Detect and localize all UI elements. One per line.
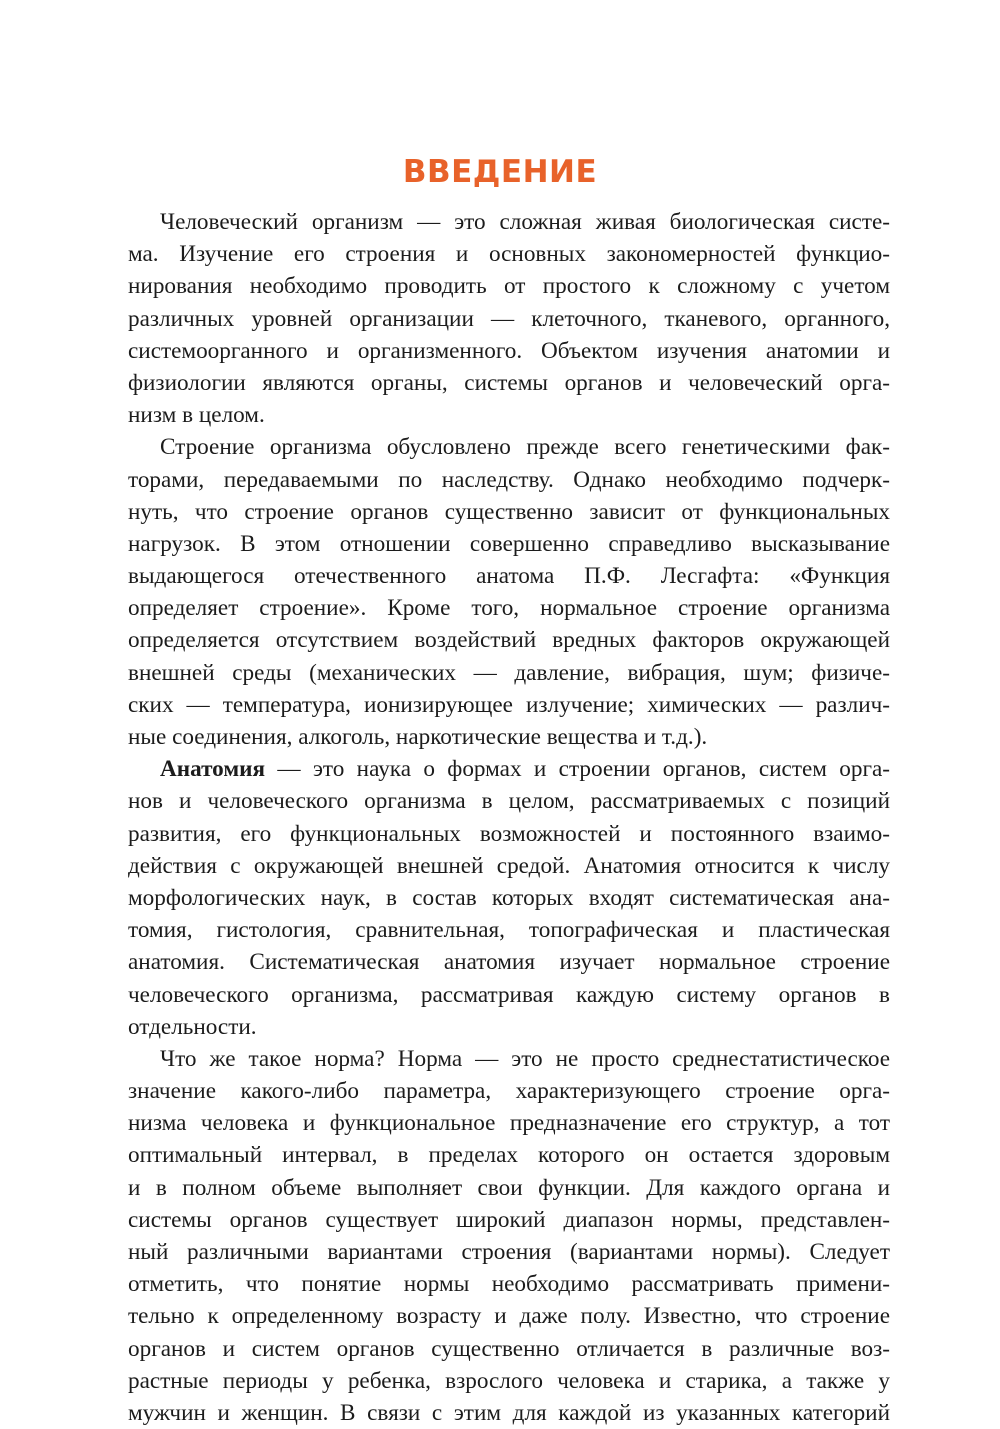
text-line: системы органов существует широкий диапазон нормы, представлен- (128, 1206, 890, 1233)
text-line: значение какого-либо параметра, характеризующего строение орга- (128, 1078, 890, 1105)
text-line: нирования необходимо проводить от простого к сложному с учетом (128, 273, 890, 300)
paragraph-1 (128, 206, 890, 431)
text-line: отдельности. (128, 1013, 257, 1040)
body-text (128, 206, 890, 1429)
text-line: нагрузок. В этом отношении совершенно справедливо высказывание (128, 530, 890, 557)
text-line: морфологических наук, в состав которых входят систематическая ана- (128, 884, 890, 911)
text-line: различных уровней организации — клеточного, тканевого, органного, (128, 305, 890, 332)
text-line: тельно к определенному возрасту и даже полу. Известно, что строение (128, 1303, 890, 1330)
text-line: отметить, что понятие нормы необходимо рассматривать примени- (128, 1271, 890, 1298)
text-line: определяется отсутствием воздействий вредных факторов окружающей (128, 627, 890, 654)
text-line: развития, его функциональных возможностей и постоянного взаимо- (128, 820, 890, 847)
paragraph-2 (128, 431, 890, 753)
text-line: выдающегося отечественного анатома П.Ф. Лесгафта: «Функция (128, 563, 890, 590)
text-line: Что же такое норма? Норма — это не просто среднестатистическое (160, 1045, 890, 1072)
text-line: низма человека и функциональное предназначение его структур, а тот (128, 1110, 890, 1137)
text-line: Человеческий организм — это сложная живая биологическая систе- (160, 209, 890, 235)
text-line: органов и систем органов существенно отличается в различные воз- (128, 1335, 890, 1362)
text-line: ских — температура, ионизирующее излучение; химических — различ- (128, 691, 890, 718)
text-line: ный различными вариантами строения (вариантами нормы). Следует (128, 1239, 890, 1265)
text-line: низм в целом. (128, 402, 265, 429)
paragraph-3 (128, 753, 890, 1043)
text-line: томия, гистология, сравнительная, топографическая и пластическая (128, 917, 890, 944)
text-line: анатомия. Систематическая анатомия изучает нормальное строение (128, 949, 890, 976)
text-line: физиологии являются органы, системы органов и человеческий орга- (128, 369, 890, 396)
text-line: растные периоды у ребенка, взрослого человека и старика, а также у (128, 1367, 890, 1394)
text-line: нуть, что строение органов существенно зависит от функциональных (128, 498, 890, 525)
text-line: человеческого организма, рассматривая каждую систему органов в (128, 981, 890, 1008)
text-line: определяет строение». Кроме того, нормальное строение организма (128, 595, 890, 622)
term-anatomy: Анатомия (160, 756, 266, 783)
text-line-rest: — это наука о формах и строении органов, систем орга- (265, 756, 890, 783)
text-line: оптимальный интервал, в пределах которого он остается здоровым (128, 1142, 890, 1169)
page-title: ВВЕДЕНИЕ (402, 154, 598, 190)
text-line: действия с окружающей внешней средой. Анатомия относится к числу (128, 852, 890, 879)
text-line: Строение организма обусловлено прежде всего генетическими фак- (160, 434, 890, 461)
text-line: ные соединения, алкоголь, наркотические вещества и т.д.). (128, 724, 708, 750)
text-line: системоорганного и организменного. Объектом изучения анатомии и (128, 337, 890, 364)
text-line: ма. Изучение его строения и основных закономерностей функцио- (128, 241, 890, 268)
text-line: нов и человеческого организма в целом, рассматриваемых с позиций (128, 788, 890, 815)
text-line: торами, передаваемыми по наследству. Однако необходимо подчерк- (128, 466, 890, 493)
text-line: внешней среды (механических — давление, вибрация, шум; физиче- (128, 659, 890, 686)
text-line: мужчин и женщин. В связи с этим для каждой из указанных категорий (128, 1399, 890, 1426)
text-line: и в полном объеме выполняет свои функции. Для каждого органа и (128, 1174, 890, 1201)
text-line (128, 753, 890, 785)
paragraph-4 (128, 1043, 890, 1429)
